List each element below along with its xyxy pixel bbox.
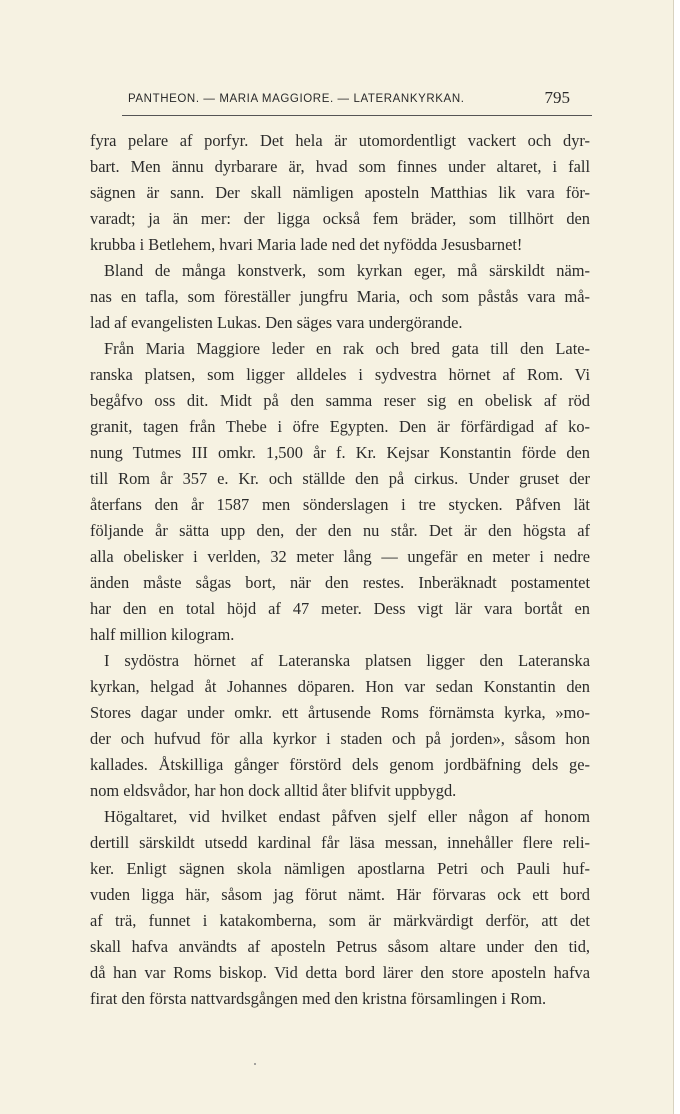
text-line: ker. Enligt sägnen skola nämligen apostlarna Petri och Pauli huf-	[90, 859, 590, 878]
text-line: dertill särskildt utsedd kardinal får läsa messan, innehåller flere reli-	[90, 833, 590, 852]
text-line: nas en tafla, som föreställer jungfru Maria, och som påstås vara må-	[90, 287, 590, 306]
text-line: krubba i Betlehem, hvari Maria lade ned det nyfödda Jesusbarnet!	[90, 235, 523, 254]
paragraph	[90, 804, 590, 1012]
text-line: der och hufvud för alla kyrkor i staden och på jorden», såsom hon	[90, 729, 590, 748]
text-line: af trä, funnet i katakomberna, som är märkvärdigt derför, att det	[90, 911, 590, 930]
text-line: sägnen är sann. Der skall nämligen aposteln Matthias lik vara för-	[90, 183, 590, 202]
page-header	[128, 88, 590, 110]
text-line: ranska platsen, som ligger alldeles i sydvestra hörnet af Rom. Vi	[90, 365, 590, 384]
paragraph	[90, 336, 590, 648]
print-speck	[254, 1063, 256, 1065]
text-line: änden måste sågas bort, när den restes. Inberäknadt postamentet	[90, 573, 590, 592]
paragraph	[90, 258, 590, 336]
text-line: firat den första nattvardsgången med den kristna församlingen i Rom.	[90, 989, 547, 1008]
header-rule	[122, 115, 592, 116]
paragraph	[90, 128, 590, 258]
text-line: fyra pelare af porfyr. Det hela är utomordentligt vackert och dyr-	[90, 131, 590, 150]
text-line: granit, tagen från Thebe i öfre Egypten. Den är förfärdigad af ko-	[90, 417, 590, 436]
running-title: PANTHEON. — MARIA MAGGIORE. — LATERANKYRKAN.	[128, 93, 465, 105]
body-text	[90, 128, 590, 1012]
text-line: alla obelisker i verlden, 32 meter lång — ungefär en meter i nedre	[90, 547, 590, 566]
text-line: återfans den år 1587 men sönderslagen i tre stycken. Påfven lät	[90, 495, 590, 514]
text-line: nom eldsvådor, har hon dock alltid åter blifvit uppbygd.	[90, 781, 457, 800]
text-line: då han var Roms biskop. Vid detta bord lärer den store aposteln hafva	[90, 963, 590, 982]
paragraph	[90, 648, 590, 804]
text-line: Från Maria Maggiore leder en rak och bred gata till den Late-	[104, 339, 590, 358]
text-line: bart. Men ännu dyrbarare är, hvad som finnes under altaret, i fall	[90, 157, 590, 176]
text-line: Bland de många konstverk, som kyrkan eger, må särskildt näm-	[104, 261, 590, 280]
text-line: skall hafva användts af aposteln Petrus såsom altare under den tid,	[90, 937, 590, 956]
text-line: half million kilogram.	[90, 625, 235, 644]
text-line: följande år sätta upp den, der den nu står. Det är den högsta af	[90, 521, 590, 540]
text-line: nung Tutmes III omkr. 1,500 år f. Kr. Kejsar Konstantin förde den	[90, 443, 590, 462]
page-number: 795	[544, 88, 570, 107]
text-line: Högaltaret, vid hvilket endast påfven sjelf eller någon af honom	[104, 807, 590, 826]
text-line: I sydöstra hörnet af Lateranska platsen ligger den Lateranska	[104, 651, 590, 670]
text-line: har den en total höjd af 47 meter. Dess vigt lär vara bortåt en	[90, 599, 590, 618]
text-line: Stores dagar under omkr. ett årtusende Roms förnämsta kyrka, »mo-	[90, 703, 590, 722]
text-line: kallades. Åtskilliga gånger förstörd dels genom jordbäfning dels ge-	[90, 755, 590, 774]
text-line: till Rom år 357 e. Kr. och ställde den på cirkus. Under gruset der	[90, 469, 590, 488]
text-line: kyrkan, helgad åt Johannes döparen. Hon var sedan Konstantin den	[90, 677, 590, 696]
text-line: vuden ligga här, såsom jag förut nämt. Här förvaras ock ett bord	[90, 885, 590, 904]
text-line: varadt; ja än mer: der ligga också fem bräder, som tillhört den	[90, 209, 590, 228]
text-line: begåfvo oss dit. Midt på den samma reser sig en obelisk af röd	[90, 391, 590, 410]
text-line: lad af evangelisten Lukas. Den säges vara undergörande.	[90, 313, 463, 332]
